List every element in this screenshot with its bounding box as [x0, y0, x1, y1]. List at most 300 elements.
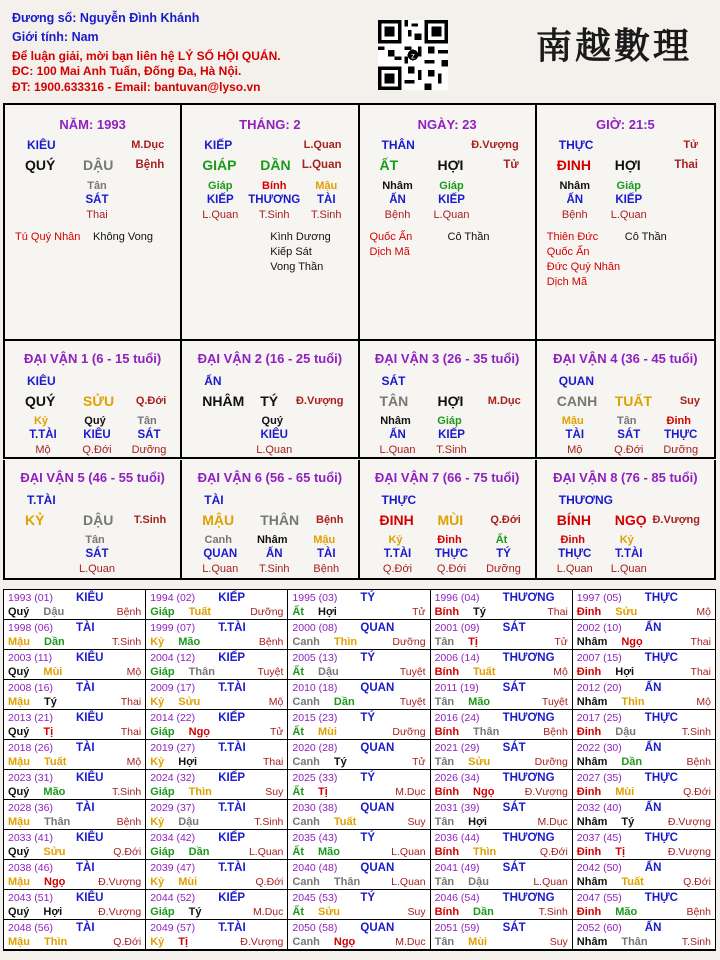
year-cell	[573, 890, 715, 920]
pillar-can: ĐINH	[556, 157, 591, 173]
year-can: Quý	[8, 846, 30, 858]
year-pillar	[292, 696, 425, 708]
year-can: Giáp	[150, 726, 175, 738]
year-chi: Mão	[43, 786, 66, 798]
year-status: Tuyệt	[257, 666, 284, 678]
hidden-status: L.Quan	[433, 209, 470, 221]
year-star: TÝ	[360, 892, 376, 904]
hidden-star: TÀI	[565, 429, 585, 441]
year-chi: Thìn	[44, 936, 68, 948]
year-cell	[288, 800, 430, 830]
year-star: TÀI	[76, 802, 95, 814]
year-status: Tử	[554, 636, 568, 648]
dai-van-star: QUAN	[558, 374, 595, 388]
year-can: Kỷ	[150, 816, 165, 828]
hidden-status: Dưỡng	[131, 444, 167, 456]
year-can: Đinh	[576, 666, 602, 678]
year-label: 2051 (59)	[434, 922, 480, 934]
dai-van-chi: TÝ	[260, 393, 279, 409]
year-pillar	[150, 936, 283, 948]
year-label: 2035 (43)	[292, 832, 338, 844]
year-can: Canh	[292, 696, 320, 708]
hidden-status: T.Sinh	[258, 563, 290, 575]
year-chi: Tuất	[473, 666, 496, 678]
hidden-can: Ất	[495, 534, 508, 546]
year-star: ẤN	[644, 862, 662, 874]
year-label: 2030 (38)	[292, 802, 338, 814]
year-pillar	[435, 636, 568, 648]
year-label: 2014 (22)	[150, 712, 196, 724]
year-can: Tân	[434, 756, 455, 768]
year-label: 1999 (07)	[150, 622, 196, 634]
special-star: Vong Thần	[270, 261, 324, 273]
pillar-0	[5, 105, 182, 339]
hidden-status: Thai	[86, 209, 108, 221]
year-label: 2045 (53)	[292, 892, 338, 904]
dai-van-chi: HỢI	[437, 393, 464, 409]
year-star: TÀI	[76, 862, 95, 874]
year-star: TÀI	[76, 742, 95, 754]
year-star: ẤN	[644, 922, 662, 934]
year-can: Quý	[8, 726, 30, 738]
year-star: TÀI	[76, 682, 95, 694]
hidden-can: Canh	[204, 534, 232, 546]
year-can: Đinh	[576, 786, 602, 798]
year-label: 2033 (41)	[8, 832, 53, 844]
year-cell	[573, 740, 715, 770]
hidden-star: T.TÀI	[615, 548, 643, 560]
special-star: Không Vong	[93, 231, 153, 243]
year-star: SÁT	[502, 802, 526, 814]
year-pillar	[435, 606, 568, 618]
year-pillar	[292, 846, 425, 858]
dai-van-status: Đ.Vượng	[295, 395, 344, 407]
year-label: 2004 (12)	[150, 652, 196, 664]
hidden-can: Kỷ	[33, 415, 49, 427]
year-cell	[573, 650, 715, 680]
year-star: SÁT	[502, 682, 526, 694]
hidden-star: THƯƠNG	[248, 194, 301, 206]
year-star: THỰC	[644, 652, 678, 664]
dai-van-title: ĐẠI VẬN 7 (66 - 75 tuổi)	[374, 470, 520, 485]
year-label: 2006 (14)	[434, 652, 480, 664]
year-can: Kỷ	[150, 756, 165, 768]
year-chi: Dần	[473, 906, 494, 918]
year-label: 2011 (19)	[434, 682, 479, 694]
special-star: Quốc Ấn	[546, 246, 590, 258]
hidden-star: KIẾP	[438, 429, 465, 441]
year-status: L.Quan	[248, 846, 284, 858]
pillar-top-status: L.Quan	[303, 139, 342, 151]
year-status: Mộ	[696, 606, 711, 618]
year-cell	[146, 620, 288, 650]
year-pillar	[150, 666, 283, 678]
year-label: 2018 (26)	[8, 742, 53, 754]
year-can: Kỷ	[150, 696, 165, 708]
year-star: QUAN	[360, 922, 395, 934]
year-pillar	[150, 846, 283, 858]
year-chi: Dậu	[468, 876, 489, 888]
year-can: Giáp	[150, 666, 175, 678]
year-chi: Mão	[468, 696, 491, 708]
year-label: 1996 (04)	[434, 592, 480, 604]
year-cell	[146, 770, 288, 800]
hidden-can: Quý	[84, 415, 106, 427]
hidden-can: Quý	[261, 415, 283, 427]
year-pillar	[8, 756, 141, 768]
pillar-title: NĂM: 1993	[59, 117, 126, 132]
year-chi: Mùi	[43, 666, 63, 678]
year-cell	[431, 740, 573, 770]
year-can: Đinh	[576, 906, 602, 918]
year-status: Tuyệt	[541, 696, 568, 708]
year-status: Thai	[547, 606, 568, 618]
year-cell	[4, 770, 146, 800]
dai-van-title: ĐẠI VẬN 4 (36 - 45 tuổi)	[553, 351, 698, 366]
hidden-can: Tân	[85, 534, 105, 546]
year-pillar	[292, 756, 425, 768]
hidden-can: Kỷ	[388, 534, 403, 546]
year-cell	[573, 710, 715, 740]
year-pillar	[150, 696, 283, 708]
year-pillar	[435, 876, 568, 888]
year-chi: Thìn	[621, 696, 645, 708]
year-label: 2008 (16)	[8, 682, 53, 694]
year-status: Đ.Vượng	[524, 786, 568, 798]
year-status: Thai	[690, 636, 711, 648]
year-pillar	[577, 786, 711, 798]
dai-van-title: ĐẠI VẬN 3 (26 - 35 tuổi)	[374, 351, 520, 366]
year-chi: Mão	[615, 906, 638, 918]
year-can: Quý	[8, 606, 30, 618]
year-pillar	[150, 726, 283, 738]
year-cell	[288, 740, 430, 770]
year-can: Ất	[292, 846, 304, 858]
hidden-status: L.Quan	[610, 563, 647, 575]
year-chi: Hợi	[178, 756, 198, 768]
pillar-3	[537, 105, 714, 339]
owner-name: Đương số: Nguyễn Đình Khánh	[12, 11, 200, 25]
year-chi: Tị	[615, 846, 626, 858]
year-pillar	[292, 606, 425, 618]
year-label: 2041 (49)	[434, 862, 480, 874]
dai-van-title: ĐẠI VẬN 1 (6 - 15 tuổi)	[24, 351, 162, 366]
year-label: 2007 (15)	[576, 652, 622, 664]
pillar-can: QUÝ	[25, 157, 56, 173]
year-star: KIÊU	[76, 772, 104, 784]
year-chi: Tuất	[188, 606, 212, 618]
year-pillar	[292, 936, 425, 948]
hidden-can: Kỷ	[619, 534, 634, 546]
hidden-status: Mộ	[567, 444, 583, 456]
dai-van-can: KỶ	[25, 512, 45, 528]
year-pillar	[292, 636, 425, 648]
dai-van-title: ĐẠI VẬN 2 (16 - 25 tuổi)	[197, 351, 343, 366]
year-pillar	[292, 816, 425, 828]
year-chi: Ngọ	[188, 726, 211, 738]
year-star: T.TÀI	[218, 622, 246, 634]
year-star: THỰC	[644, 832, 678, 844]
year-cell	[573, 680, 715, 710]
year-star: KIÊU	[76, 712, 104, 724]
hidden-star: KIÊU	[260, 429, 288, 441]
year-pillar	[577, 666, 711, 678]
hidden-status: L.Quan	[202, 563, 239, 575]
year-status: Thai	[690, 666, 711, 678]
year-chi: Ngọ	[621, 636, 643, 648]
year-cell	[288, 710, 430, 740]
four-pillars	[3, 103, 716, 341]
year-star: QUAN	[360, 862, 395, 874]
year-can: Giáp	[150, 846, 175, 858]
year-label: 2039 (47)	[150, 862, 196, 874]
year-star: KIÊU	[76, 892, 104, 904]
year-label: 1998 (06)	[8, 622, 53, 634]
year-status: T.Sinh	[538, 906, 568, 918]
year-chi: Hợi	[615, 666, 635, 678]
hidden-status: Q.Đới	[614, 444, 644, 456]
year-star: THỰC	[644, 712, 678, 724]
year-pillar	[8, 816, 141, 828]
year-cell	[288, 830, 430, 860]
year-pillar	[435, 666, 568, 678]
hidden-can: Đinh	[560, 534, 585, 546]
year-status: Thai	[120, 726, 142, 738]
dai-van-chi: DẬU	[83, 512, 114, 528]
year-label: 1995 (03)	[292, 592, 338, 604]
year-pillar	[150, 816, 283, 828]
hidden-star: ẤN	[265, 548, 283, 560]
year-pillar	[150, 636, 283, 648]
hidden-star: T.TÀI	[383, 548, 412, 560]
year-star: TÝ	[360, 652, 376, 664]
year-cell	[288, 920, 430, 950]
dai-van-can: QUÝ	[25, 393, 56, 409]
year-chi: Tị	[318, 786, 328, 798]
hidden-can: Nhâm	[256, 534, 288, 546]
year-chi: Sửu	[43, 846, 66, 858]
year-can: Đinh	[576, 846, 602, 858]
hidden-can: Đinh	[437, 534, 462, 546]
year-label: 2010 (18)	[292, 682, 338, 694]
year-pillar	[577, 846, 711, 858]
year-star: TÀI	[76, 922, 95, 934]
year-star: KIÊU	[76, 652, 104, 664]
hidden-can: Nhâm	[559, 180, 591, 192]
dai-van-5	[5, 460, 182, 578]
year-status: Thai	[262, 756, 284, 768]
year-status: M.Dục	[537, 816, 568, 828]
hidden-status: L.Quan	[202, 209, 239, 221]
year-cell	[573, 770, 715, 800]
hidden-can: Nhâm	[382, 180, 413, 192]
year-can: Kỷ	[150, 636, 165, 648]
year-can: Ất	[292, 906, 304, 918]
year-pillar	[577, 876, 711, 888]
hidden-status: T.Sinh	[310, 209, 342, 221]
year-pillar	[150, 876, 283, 888]
hidden-status: L.Quan	[78, 563, 116, 575]
year-status: Bệnh	[686, 756, 711, 768]
year-cell	[431, 620, 573, 650]
year-chi: Thân	[44, 816, 71, 828]
year-pillar	[435, 936, 568, 948]
year-status: L.Quan	[533, 876, 568, 888]
year-pillar	[150, 756, 283, 768]
year-can: Tân	[434, 696, 455, 708]
year-label: 2003 (11)	[8, 652, 53, 664]
year-label: 2026 (34)	[434, 772, 480, 784]
year-status: Q.Đới	[539, 846, 568, 858]
year-label: 1993 (01)	[8, 592, 53, 604]
hidden-star: QUAN	[203, 548, 238, 560]
special-star: Dịch Mã	[369, 246, 410, 258]
hidden-status: Bệnh	[313, 563, 340, 575]
year-can: Nhâm	[576, 936, 608, 948]
year-label: 2001 (09)	[434, 622, 480, 634]
year-star: ẤN	[644, 622, 662, 634]
year-status: Dưỡng	[534, 756, 568, 768]
year-cell	[146, 830, 288, 860]
svg-text:z: z	[411, 51, 415, 61]
year-status: Tuyệt	[399, 666, 426, 678]
year-cell	[431, 920, 573, 950]
year-pillar	[435, 786, 568, 798]
year-label: 2046 (54)	[434, 892, 480, 904]
dai-van-chi: TUẤT	[614, 393, 653, 409]
year-can: Mậu	[8, 756, 30, 768]
year-status: Đ.Vượng	[667, 846, 711, 858]
dai-van-star: THƯƠNG	[558, 493, 613, 507]
year-status: T.Sinh	[112, 636, 142, 648]
year-pillar	[435, 756, 568, 768]
special-star: Thiên Đức	[546, 231, 599, 243]
hidden-star: SÁT	[85, 194, 109, 206]
year-cell	[431, 680, 573, 710]
dai-van-can: BÍNH	[556, 512, 591, 528]
year-label: 2031 (39)	[434, 802, 480, 814]
dai-van-star: T.TÀI	[27, 493, 56, 507]
hidden-can: Tân	[87, 180, 107, 192]
dai-van-can: MẬU	[202, 512, 235, 528]
year-star: KIẾP	[218, 892, 246, 904]
year-label: 2000 (08)	[292, 622, 338, 634]
year-cell	[288, 650, 430, 680]
year-star: KIẾP	[218, 772, 246, 784]
year-label: 2002 (10)	[576, 622, 622, 634]
year-label: 2020 (28)	[292, 742, 338, 754]
year-chi: Dậu	[318, 666, 339, 678]
year-status: Đ.Vượng	[667, 816, 711, 828]
year-chi: Dần	[44, 636, 65, 648]
dai-van-status: M.Dục	[487, 395, 521, 407]
year-cell	[4, 680, 146, 710]
year-pillar	[435, 726, 568, 738]
year-can: Bính	[434, 846, 460, 858]
year-pillar	[150, 786, 283, 798]
year-status: Mộ	[126, 666, 142, 678]
year-chi: Thìn	[473, 846, 497, 858]
year-label: 2023 (31)	[8, 772, 53, 784]
year-status: Dưỡng	[250, 606, 284, 618]
year-chi: Tuất	[333, 816, 357, 828]
hidden-status: Bệnh	[384, 209, 411, 221]
dai-van-title: ĐẠI VẬN 6 (56 - 65 tuổi)	[197, 470, 343, 485]
year-cell	[4, 620, 146, 650]
dai-van-status: Bệnh	[316, 514, 344, 526]
year-star: THƯƠNG	[502, 652, 555, 664]
year-pillar	[577, 936, 711, 948]
hidden-status: Bệnh	[561, 209, 588, 221]
year-status: Đ.Vượng	[98, 906, 142, 918]
year-cell	[288, 680, 430, 710]
hidden-can: Bính	[262, 180, 287, 192]
year-pillar	[292, 786, 425, 798]
year-chi: Dậu	[178, 816, 200, 828]
year-label: 1997 (05)	[576, 592, 622, 604]
year-chi: Hợi	[468, 816, 487, 828]
hidden-star: KIẾP	[206, 194, 234, 206]
year-pillar	[8, 876, 141, 888]
year-star: T.TÀI	[218, 862, 246, 874]
year-pillar	[8, 786, 141, 798]
year-star: TÝ	[360, 592, 376, 604]
year-chi: Hợi	[43, 906, 63, 918]
hidden-status: Dưỡng	[486, 563, 521, 575]
dai-van-star: SÁT	[381, 374, 406, 388]
gender: Giới tính: Nam	[12, 30, 99, 44]
year-pillar	[8, 606, 141, 618]
year-chi: Thìn	[333, 636, 358, 648]
year-star: THƯƠNG	[502, 712, 555, 724]
year-label: 2017 (25)	[576, 712, 622, 724]
year-chi: Tý	[621, 816, 635, 828]
year-star: TÝ	[360, 832, 376, 844]
year-pillar	[292, 726, 425, 738]
special-star: Tú Quý Nhân	[15, 231, 81, 243]
year-cell	[431, 830, 573, 860]
year-can: Bính	[434, 606, 460, 618]
year-star: ẤN	[644, 682, 662, 694]
year-cell	[431, 800, 573, 830]
year-star: THƯƠNG	[502, 592, 555, 604]
year-chi: Dần	[333, 696, 355, 708]
pillar-title: NGÀY: 23	[417, 117, 477, 132]
dai-van-chi: MÙI	[437, 512, 464, 528]
phone-email: ĐT: 1900.633316 - Email: bantuvan@lyso.vn	[12, 80, 261, 94]
year-pillar	[150, 606, 283, 618]
year-label: 2044 (52)	[150, 892, 196, 904]
year-can: Giáp	[150, 606, 175, 618]
year-label: 2024 (32)	[150, 772, 196, 784]
year-status: Tử	[412, 606, 426, 618]
year-chi: Thìn	[188, 786, 212, 798]
hidden-star: SÁT	[617, 429, 641, 441]
year-chi: Mão	[318, 846, 340, 858]
hidden-status: L.Quan	[610, 209, 647, 221]
hidden-can: Nhâm	[380, 415, 411, 427]
year-can: Nhâm	[576, 756, 608, 768]
year-pillar	[8, 906, 141, 918]
year-star: QUAN	[360, 682, 395, 694]
year-label: 2050 (58)	[292, 922, 338, 934]
year-cell	[431, 770, 573, 800]
year-status: Q.Đới	[683, 876, 711, 888]
pillar-title: THÁNG: 2	[239, 117, 301, 132]
year-status: M.Dục	[253, 906, 284, 918]
dai-van-row-1	[3, 341, 716, 459]
year-label: 2028 (36)	[8, 802, 53, 814]
